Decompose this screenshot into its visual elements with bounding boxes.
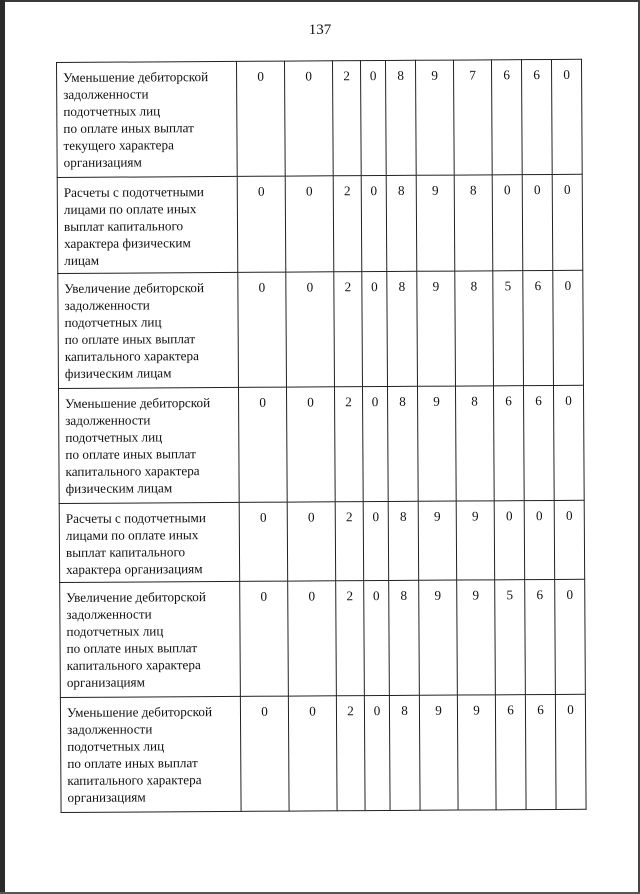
code-digit: 0 [237, 176, 286, 272]
code-digit: 8 [388, 501, 418, 580]
code-digit: 0 [363, 501, 388, 580]
code-digit: 0 [239, 502, 287, 581]
code-digit: 8 [389, 695, 420, 810]
code-digit: 0 [555, 579, 586, 694]
code-digit: 0 [285, 176, 334, 272]
scan-border-left [0, 0, 5, 894]
table-row [57, 174, 583, 273]
code-digit: 0 [240, 696, 289, 811]
code-digit: 2 [332, 61, 361, 176]
code-digit: 0 [238, 272, 287, 387]
code-digit: 0 [551, 59, 582, 174]
code-digit: 0 [240, 581, 289, 696]
code-digit: 0 [288, 696, 337, 811]
scan-border-top [0, 0, 640, 2]
code-digit: 9 [457, 580, 496, 695]
row-label: Уменьшение дебиторской задолженности подотчетных лиц по оплате иных выплат капитального характера физическим лицам [58, 387, 239, 503]
code-digit: 9 [417, 386, 456, 501]
table-row [60, 694, 586, 812]
code-digit: 2 [334, 387, 363, 502]
code-digit: 7 [453, 60, 492, 175]
code-digit: 0 [286, 272, 335, 387]
code-digit: 8 [455, 386, 494, 501]
table-row [58, 270, 584, 388]
code-digit: 8 [385, 60, 416, 175]
code-digit: 9 [419, 695, 458, 810]
code-digit: 0 [364, 695, 390, 810]
page-number: 137 [308, 22, 332, 38]
row-label: Уменьшение дебиторской задолженности подотчетных лиц по оплате иных выплат текущего характера организациям [57, 61, 238, 177]
code-digit: 0 [494, 501, 524, 580]
code-digit: 0 [284, 61, 333, 176]
code-digit: 9 [456, 501, 494, 580]
code-digit: 8 [389, 580, 420, 695]
code-digit: 0 [524, 500, 554, 579]
code-digit: 0 [555, 694, 586, 809]
code-digit: 6 [521, 59, 552, 174]
table-row [60, 579, 586, 697]
code-digit: 9 [417, 271, 456, 386]
code-digit: 9 [416, 175, 455, 271]
code-digit: 6 [495, 695, 526, 810]
code-digit: 0 [287, 502, 335, 581]
code-digit: 0 [554, 500, 584, 579]
code-digit: 8 [454, 175, 493, 271]
code-digit: 2 [335, 502, 363, 581]
code-digit: 0 [364, 580, 390, 695]
code-digit: 9 [457, 695, 496, 810]
code-digit: 0 [553, 385, 584, 500]
row-label: Расчеты с подотчетными лицами по оплате иных выплат капитального характера организациям [59, 502, 239, 582]
table-row [57, 59, 583, 177]
table-row [58, 385, 584, 503]
code-digit: 9 [415, 60, 454, 175]
account-codes-table [56, 59, 587, 813]
code-digit: 6 [523, 385, 554, 500]
code-digit: 6 [491, 60, 522, 175]
code-digit: 8 [386, 175, 417, 271]
code-digit: 8 [455, 271, 494, 386]
code-digit: 5 [493, 271, 524, 386]
code-digit: 0 [286, 387, 335, 502]
code-digit: 9 [418, 501, 456, 580]
code-digit: 0 [361, 175, 387, 271]
code-digit: 2 [336, 696, 365, 811]
code-digit: 0 [288, 581, 337, 696]
code-digit: 8 [387, 271, 418, 386]
code-digit: 2 [333, 176, 362, 272]
table-row [59, 500, 584, 582]
code-digit: 2 [334, 272, 363, 387]
code-digit: 0 [236, 61, 285, 176]
code-digit: 0 [360, 60, 386, 175]
code-digit: 5 [495, 580, 526, 695]
code-digit: 0 [552, 174, 583, 270]
code-digit: 0 [362, 271, 388, 386]
code-digit: 6 [523, 270, 554, 385]
row-label: Уменьшение дебиторской задолженности подотчетных лиц по оплате иных выплат капитального характера организациям [60, 696, 241, 812]
code-digit: 0 [362, 386, 388, 501]
code-digit: 8 [387, 386, 418, 501]
code-digit: 6 [493, 386, 524, 501]
code-digit: 9 [419, 580, 458, 695]
code-digit: 0 [492, 175, 523, 271]
code-digit: 0 [553, 270, 584, 385]
row-label: Расчеты с подотчетными лицами по оплате иных выплат капитального характера физическим лицам [57, 176, 238, 273]
code-digit: 2 [336, 581, 365, 696]
code-digit: 0 [522, 174, 553, 270]
row-label: Увеличение дебиторской задолженности подотчетных лиц по оплате иных выплат капитального характера организациям [60, 581, 241, 697]
code-digit: 6 [525, 579, 556, 694]
code-digit: 0 [238, 387, 287, 502]
row-label: Увеличение дебиторской задолженности подотчетных лиц по оплате иных выплат капитального характера физическим лицам [58, 272, 239, 388]
code-digit: 6 [525, 694, 556, 809]
